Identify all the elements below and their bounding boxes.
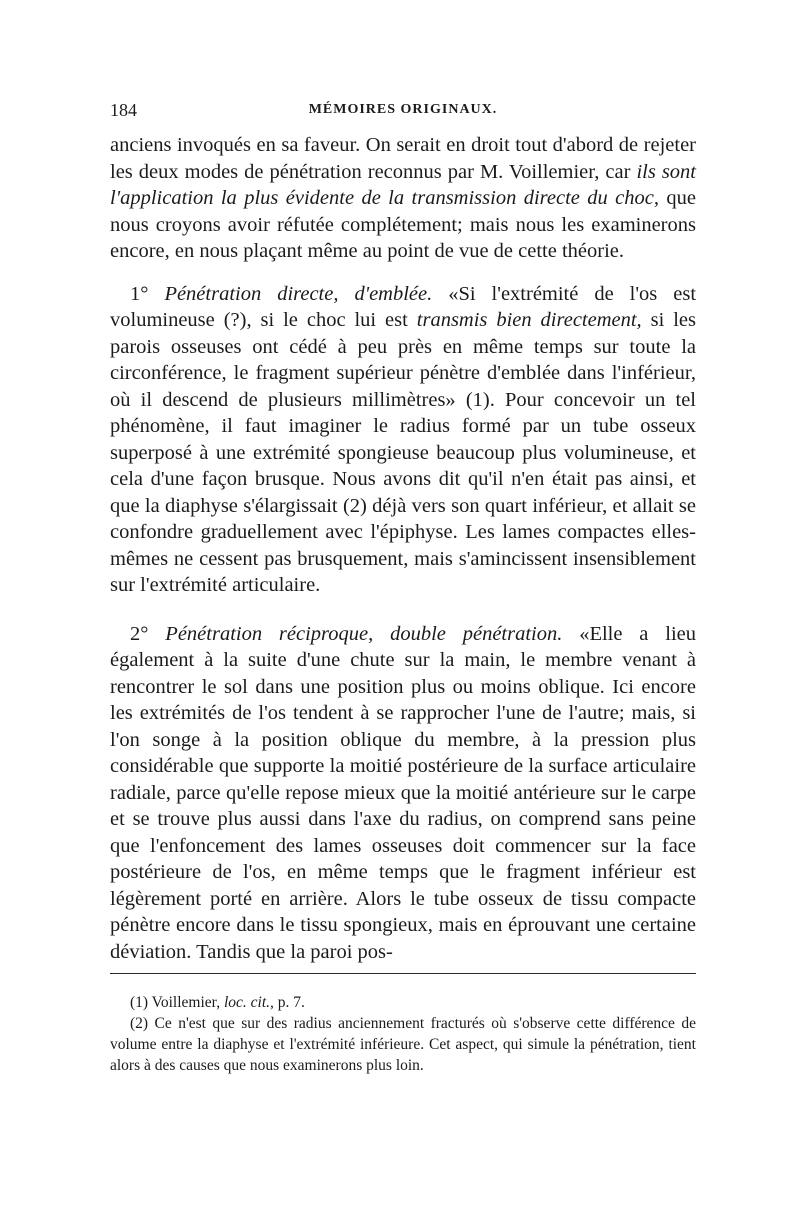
paragraph-text: «Elle a lieu également à la suite d'une chute sur la main, le membre venant à rencontrer le sol dans une position plus ou moins oblique. Ici encore les extrémités de l'os tendent à se rapprocher l'une de l'autre; mais, si l'on songe à la position oblique du membre, à la pression plus considérable que supporte la moitié postérieure de la surface articulaire radiale, parce qu'elle repose mieux que la moitié antérieure sur le carpe et se trouve plus aussi dans l'axe du radius, on comprend sans peine que l'enfoncement des lames osseuses doit commencer sur la face postérieure de l'os, en même temps que le fragment inférieur est légèrement porté en arrière. Alors le tube osseux de tissu compacte pénètre encore dans le tissu spongieux, mais en éprouvant une certaine déviation. Tandis que la paroi pos- <box>110 622 696 963</box>
paragraph-direct-penetration <box>110 281 696 599</box>
paragraph-text: que nous croyons avoir réfutée complétement; mais nous les examinerons encore, en nous plaçant même au point de vue de cette théorie. <box>110 187 696 262</box>
document-page <box>110 96 696 1076</box>
paragraph-text: si les parois osseuses ont cédé à peu près en même temps sur toute la circonférence, le fragment supérieur pénètre d'emblée dans l'inférieur, où il descend de plusieurs millimètres» (1). Pour concevoir un tel phénomène, il faut imaginer le radius formé par un tube osseux superposé à une extrémité spongieuse beaucoup plus volumineuse, et cela d'une façon brusque. Nous avons dit qu'il n'en était pas ainsi, et que la diaphyse s'élargissait (2) déjà vers son quart inférieur, et allait se confondre graduellement avec l'épiphyse. Les lames compactes elles-mêmes ne cessent pas brusquement, mais s'amincissent insensiblement sur l'extrémité articulaire. <box>110 309 696 596</box>
section-number: 1° <box>130 282 149 305</box>
paragraph-text: anciens invoqués en sa faveur. On serait en droit tout d'abord de rejeter les deux modes de pénétration reconnus par M. Voillemier, car <box>110 134 696 183</box>
footnote-text: p. 7. <box>273 994 305 1011</box>
italic-phrase: transmis bien directement, <box>416 309 642 331</box>
section-title: Pénétration réciproque, double pénétration. <box>165 622 563 645</box>
footnote-1 <box>110 992 696 1013</box>
section-number: 2° <box>130 622 149 645</box>
page-number: 184 <box>110 100 137 120</box>
section-title: Pénétration directe, d'emblée. <box>164 282 433 305</box>
footnote-2: (2) Ce n'est que sur des radius anciennement fracturés où s'observe cette différence de volume entre la diaphyse et l'extrémité inférieure. Cet aspect, qui simule la pénétration, tient alors à des causes que nous examinerons plus loin. <box>110 1015 696 1074</box>
page-header <box>110 96 696 126</box>
paragraph-reciprocal-penetration <box>110 621 696 966</box>
running-title: MÉMOIRES ORIGINAUX. <box>308 102 498 117</box>
footnote-italic: loc. cit., <box>223 994 274 1011</box>
footnote-divider <box>110 973 696 974</box>
footnotes <box>110 992 696 1076</box>
paragraph-text: «Si l'extrémité de l'os est volumineuse (?), si le choc lui est <box>110 282 697 331</box>
paragraph-continuation <box>110 132 696 265</box>
italic-phrase: ils sont l'application la plus évidente de la transmission directe du choc, <box>110 160 697 209</box>
footnote-text: (1) Voillemier, <box>130 994 224 1011</box>
